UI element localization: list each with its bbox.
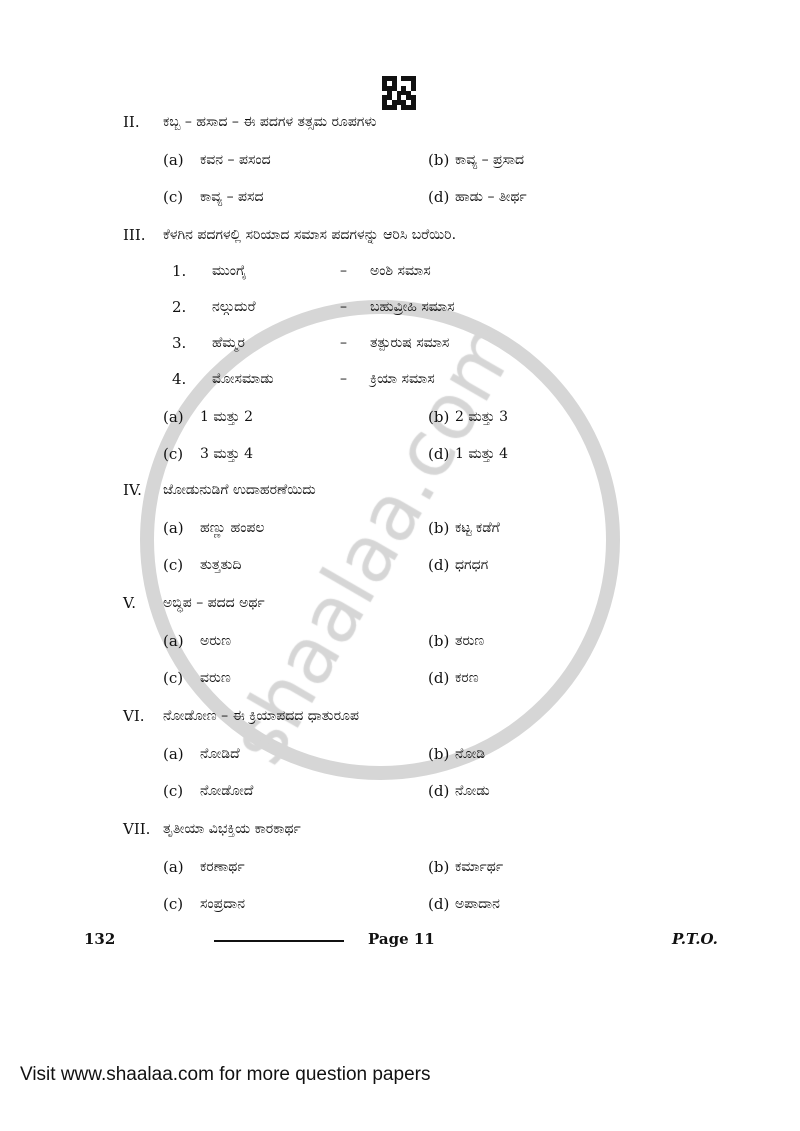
option-text: ಕರ್ಮಾರ್ಥ: [455, 859, 504, 875]
option-label: (c): [163, 669, 184, 687]
option-label: (b): [428, 151, 450, 169]
footer-divider: [214, 940, 344, 942]
option-text: ಧಗಧಗ: [455, 557, 489, 573]
option-text: 2 ಮತ್ತು 3: [455, 409, 509, 425]
option-label: (d): [428, 188, 450, 206]
option-text: 1 ಮತ್ತು 4: [455, 446, 509, 462]
option-label: (d): [428, 782, 450, 800]
item-samasa: ಕ್ರಿಯಾ ಸಮಾಸ: [370, 371, 435, 387]
option-text: ವರುಣ: [200, 670, 231, 686]
option-text: ತುತ್ತತುದಿ: [200, 557, 242, 573]
question-number: II.: [123, 113, 140, 131]
item-dash: –: [340, 335, 347, 351]
option-label: (b): [428, 519, 450, 537]
option-text: ಸಂಪ್ರದಾನ: [200, 896, 245, 912]
question-number: VII.: [123, 820, 151, 838]
option-text: ಕರಣ: [455, 670, 479, 686]
option-text: ಕಟ್ಟ ಕಡೆಗೆ: [455, 520, 500, 536]
option-label: (a): [163, 745, 184, 763]
option-label: (c): [163, 782, 184, 800]
option-label: (c): [163, 188, 184, 206]
option-label: (a): [163, 519, 184, 537]
option-label: (d): [428, 669, 450, 687]
item-number: 2.: [172, 298, 187, 316]
qr-code-icon: [382, 76, 416, 110]
question-text: ಅಬ್ಧಿಪ – ಪದದ ಅರ್ಥ: [163, 595, 265, 611]
option-text: ಹಾಡು – ತೀರ್ಥ: [455, 189, 527, 205]
item-samasa: ಅಂಶಿ ಸಮಾಸ: [370, 263, 431, 279]
option-text: ಕಾವ್ಯ – ಪಸದ: [200, 189, 264, 205]
question-text: ಜೋಡುನುಡಿಗೆ ಉದಾಹರಣೆಯಿದು: [163, 482, 316, 498]
option-label: (d): [428, 895, 450, 913]
option-text: 1 ಮತ್ತು 2: [200, 409, 254, 425]
visit-banner: Visit www.shaalaa.com for more question papers: [20, 1064, 431, 1085]
item-samasa: ತತ್ಪುರುಷ ಸಮಾಸ: [370, 335, 450, 351]
option-label: (b): [428, 745, 450, 763]
option-label: (d): [428, 445, 450, 463]
option-text: ನೋಡಿದೆ: [200, 746, 240, 762]
item-samasa: ಬಹುವ್ರೀಹಿ ಸಮಾಸ: [370, 299, 455, 315]
option-text: ಕರಣಾರ್ಥ: [200, 859, 245, 875]
option-text: ಹಣ್ಣು ಹಂಪಲ: [200, 520, 265, 536]
item-number: 4.: [172, 370, 187, 388]
item-number: 1.: [172, 262, 187, 280]
item-word: ಹೆಮ್ಮರ: [212, 335, 245, 351]
question-text: ಕೆಳಗಿನ ಪದಗಳಲ್ಲಿ ಸರಿಯಾದ ಸಮಾಸ ಪದಗಳನ್ನು ಆರಿಸಿ ಬರೆಯಿರಿ.: [163, 227, 457, 243]
option-label: (b): [428, 858, 450, 876]
item-dash: –: [340, 299, 347, 315]
option-label: (c): [163, 445, 184, 463]
question-number: V.: [123, 594, 136, 612]
option-label: (a): [163, 632, 184, 650]
option-label: (a): [163, 858, 184, 876]
question-text: ನೋಡೋಣ – ಈ ಕ್ರಿಯಾಪದದ ಧಾತುರೂಪ: [163, 708, 359, 724]
option-text: ತರುಣ: [455, 633, 485, 649]
item-word: ನಲ್ಗುದುರೆ: [212, 299, 256, 315]
option-label: (a): [163, 151, 184, 169]
option-label: (b): [428, 408, 450, 426]
option-label: (c): [163, 895, 184, 913]
option-text: ಕವನ – ಪಸಂದ: [200, 152, 271, 168]
option-text: ಕಾವ್ಯ – ಪ್ರಸಾದ: [455, 152, 525, 168]
item-dash: –: [340, 263, 347, 279]
item-dash: –: [340, 371, 347, 387]
pto-label: P.T.O.: [672, 930, 718, 948]
question-text: ಕಬ್ಬ – ಹಸಾದ – ಈ ಪದಗಳ ತತ್ಸಮ ರೂಪಗಳು: [163, 114, 377, 130]
option-label: (b): [428, 632, 450, 650]
page-number: Page 11: [368, 930, 435, 948]
option-text: ನೋಡಿ: [455, 746, 486, 762]
option-text: ನೋಡು: [455, 783, 490, 799]
option-label: (c): [163, 556, 184, 574]
question-number: VI.: [123, 707, 145, 725]
item-number: 3.: [172, 334, 187, 352]
option-label: (a): [163, 408, 184, 426]
paper-code: 132: [84, 930, 116, 948]
item-word: ಮುಂಗೈ: [212, 263, 247, 279]
item-word: ಮೋಸಮಾಡು: [212, 371, 274, 387]
option-text: 3 ಮತ್ತು 4: [200, 446, 254, 462]
option-text: ಅಪಾದಾನ: [455, 896, 500, 912]
option-label: (d): [428, 556, 450, 574]
question-number: IV.: [123, 481, 142, 499]
question-text: ತೃತೀಯಾ ವಿಭಕ್ತಿಯ ಕಾರಕಾರ್ಥ: [163, 821, 301, 837]
question-number: III.: [123, 226, 146, 244]
option-text: ಅರುಣ: [200, 633, 232, 649]
option-text: ನೋಡೋದೆ: [200, 783, 254, 799]
